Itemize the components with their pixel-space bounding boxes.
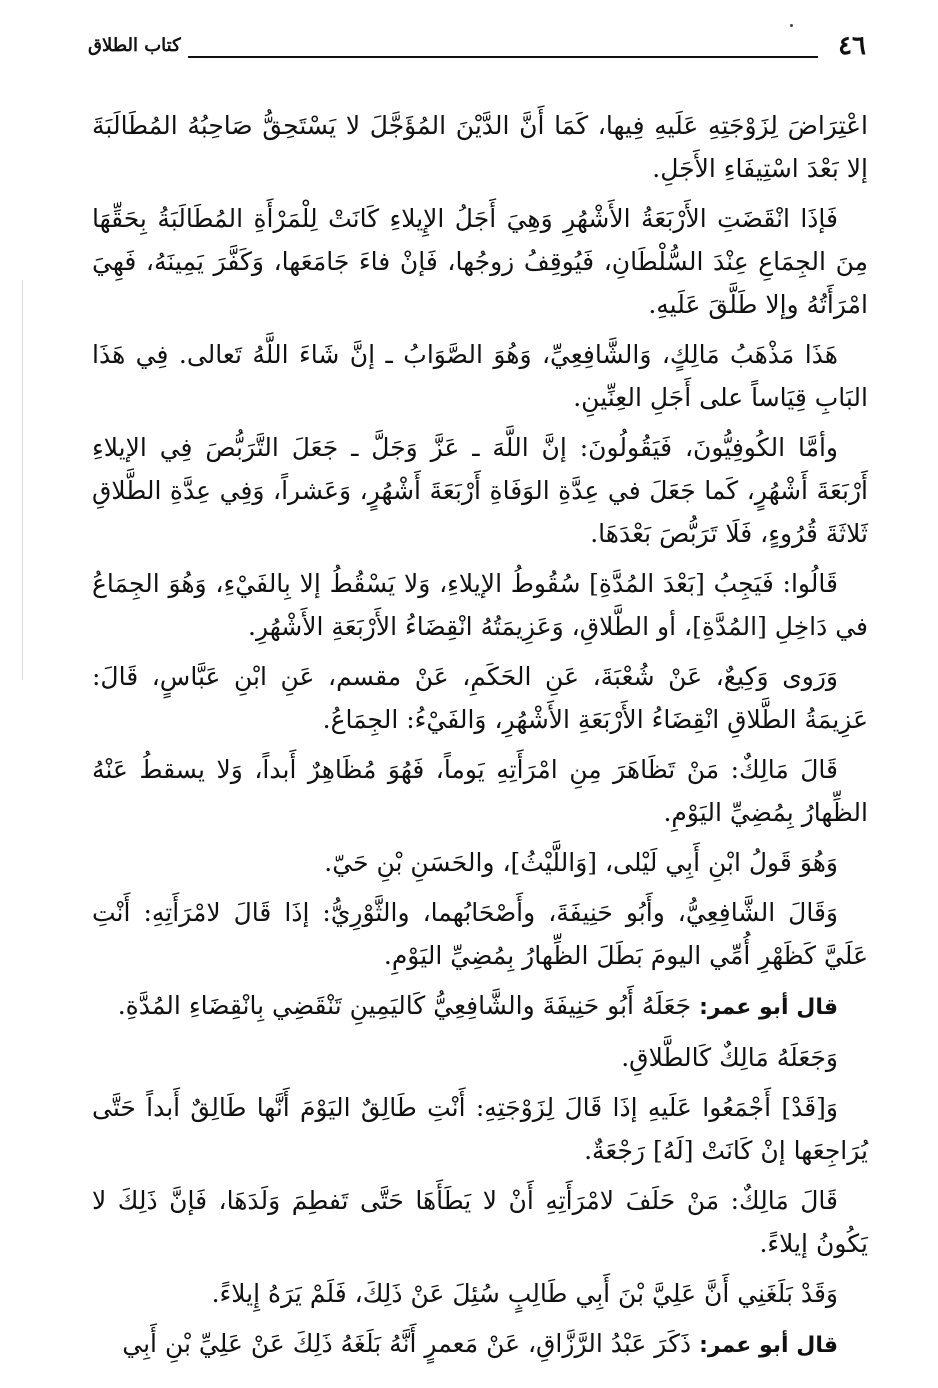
paragraph xyxy=(92,1086,868,1172)
paragraph xyxy=(92,748,868,834)
paragraph-text: فَإذَا انْقَضَتِ الأَرْبَعَةُ الأَشْهُرِ وَهِيَ أَجَلُ الإِيلاءِ كَانَتْ لِلْمَرْأَةِ المُطَالَبَةُ بِحَقِّهَا مِنَ الجِمَاعِ عِنْدَ السُّلْطَانِ، فَيُوقِفُ زوجُها، فَإنْ فاءَ جَامَعَها، وَكَفَّرَ يَمِينَهُ، فَهِيَ امْرَأَتُهُ وإلا طَلَّقَ عَلَيهِ. xyxy=(92,204,868,319)
page-body xyxy=(92,104,868,1374)
scan-speck xyxy=(790,24,793,27)
paragraph xyxy=(92,655,868,741)
paragraph xyxy=(92,1179,868,1265)
paragraph xyxy=(92,841,868,884)
paragraph-text: وَ[قَدْ] أَجْمَعُوا عَلَيهِ إذَا قَالَ لِزَوْجَتِهِ: أَنْتِ طَالِقٌ اليَوْمَ أَنَّها طَالِقٌ أَبداً حَتَّى يُرَاجِعَها إنْ كَانَتْ [لَهُ] رَجْعَةٌ. xyxy=(92,1093,868,1165)
paragraph-text: جَعَلَهُ أَبُو حَنِيفَةَ والشَّافِعِيُّ كَاليَمِينِ تَنْقَضِي بِانْقِضَاءِ المُدَّةِ. xyxy=(117,991,700,1020)
paragraph-text: قَالَ مَالِكٌ: مَنْ تَظَاهَرَ مِنِ امْرَأَتِهِ يَوماً، فَهُوَ مُظَاهِرٌ أَبداً، وَلا يسقطُ عَنْهُ الظِّهارُ بِمُضِيِّ اليَوْمِ. xyxy=(92,755,868,827)
page-number: ٤٦ xyxy=(838,31,866,61)
paragraph xyxy=(92,1036,868,1079)
paragraph-text: هَذَا مَذْهَبُ مَالِكٍ، وَالشَّافِعِيِّ، وَهُوَ الصَّوَابُ ـ إنَّ شَاءَ اللَّهُ تَعالى. فِي هَذَا البَابِ قِيَاساً على أَجَلِ العِنِّينِ. xyxy=(92,340,868,412)
paragraph-text: ذَكَرَ عَبْدُ الرَّزَّاقِ، عَنْ مَعمرٍ أَنَّهُ بَلَغَهُ ذَلِكَ عَنْ عَلِيِّ بْنِ أَبِي xyxy=(122,1329,700,1358)
paragraph-text: وَقَدْ بَلَغَنِي أَنَّ عَلِيَّ بْنَ أَبِي طَالِبٍ سُئِلَ عَنْ ذَلِكَ، فَلَمْ يَرَهُ إِيلاءً. xyxy=(211,1279,838,1308)
paragraph xyxy=(92,984,868,1029)
page-header xyxy=(88,30,866,64)
paragraph xyxy=(92,1272,868,1315)
paragraph xyxy=(92,562,868,648)
paragraph xyxy=(92,426,868,555)
paragraph-text: وَهُوَ قَولُ ابْنِ أَبِي لَيْلى، [وَاللَّيْثُ]، والحَسَنِ بْنِ حَيّ. xyxy=(324,848,838,877)
speaker-label: قال أبو عمر: xyxy=(699,1333,838,1358)
paragraph-text: وَرَوى وَكِيعٌ، عَنْ شُعْبَةَ، عَنِ الحَكَمِ، عَنْ مقسم، عَنِ ابْنِ عَبَّاسٍ، قَالَ: عَزِيمَةُ الطَّلاقِ انْقِضَاءُ الأَرْبَعَةِ الأَشْهُرِ، وَالفَيْءُ: الجِمَاعُ. xyxy=(92,662,868,734)
paragraph xyxy=(92,891,868,977)
paragraph xyxy=(92,333,868,419)
speaker-label: قال أبو عمر: xyxy=(699,995,838,1020)
book-title: كتاب الطلاق xyxy=(88,35,181,56)
paragraph xyxy=(92,104,868,190)
paragraph-text: وَقَالَ الشَّافِعِيُّ، وأَبُو حَنِيفَةَ، وأَصْحَابُهما، والثَّوْرِيُّ: إذَا قَالَ لامْرَأَتِهِ: أَنْتِ عَلَيَّ كَظَهْرِ أُمِّي اليومَ بَطَلَ الظِّهارُ بِمُضِيِّ اليَوْمِ. xyxy=(92,898,868,970)
paragraph-text: قَالُوا: فَيَجِبُ [بَعْدَ المُدَّةِ] سُقُوطُ الإيلاءِ، وَلا يَسْقُطُ إلا بِالفَيْءِ، وَهُوَ الجِمَاعُ في دَاخِلِ [المُدَّةِ]، أو الطَّلاقِ، وَعَزِيمَتُهُ انْقِضَاءُ الأَرْبَعَةِ الأَشْهُرِ. xyxy=(92,569,868,641)
paragraph-text: وَجَعَلَهُ مَالِكٌ كَالطَّلاقِ. xyxy=(621,1043,838,1072)
scan-edge-line xyxy=(22,280,23,680)
header-rule xyxy=(188,56,818,58)
paragraph xyxy=(92,1322,868,1367)
paragraph xyxy=(92,197,868,326)
paragraph-text: اعْتِرَاضَ لِزَوْجَتِهِ عَلَيهِ فِيها، كَمَا أَنَّ الدَّيْنَ المُؤَجَّلَ لا يَسْتَحِقُّ صَاحِبُهُ المُطَالَبَةَ إلا بَعْدَ اسْتِيفَاءِ الأَجَلِ. xyxy=(92,111,868,183)
paragraph-text: وأمَّا الكُوفِيُّونَ، فَيَقُولُونَ: إنَّ اللَّهَ ـ عَزَّ وَجَلَّ ـ جَعَلَ التَّرَبُّصَ فِي الإيلاءِ أَرْبَعَةَ أَشْهُرٍ، كَما جَعَلَ في عِدَّةِ الوَفَاةِ أَرْبَعَةَ أَشْهُرٍ، وَعَشراً، وَفِي عِدَّةِ الطَّلاقِ ثَلاثَةَ قُرُوءٍ، فَلَا تَرَبُّصَ بَعْدَهَا. xyxy=(92,433,868,548)
paragraph-text: قَالَ مَالِكٌ: مَنْ حَلَفَ لامْرَأَتِهِ أَنْ لا يَطَأَهَا حَتَّى تَفطِمَ وَلَدَهَا، فَإنَّ ذَلِكَ لا يَكُونُ إيلاءً. xyxy=(92,1186,868,1258)
